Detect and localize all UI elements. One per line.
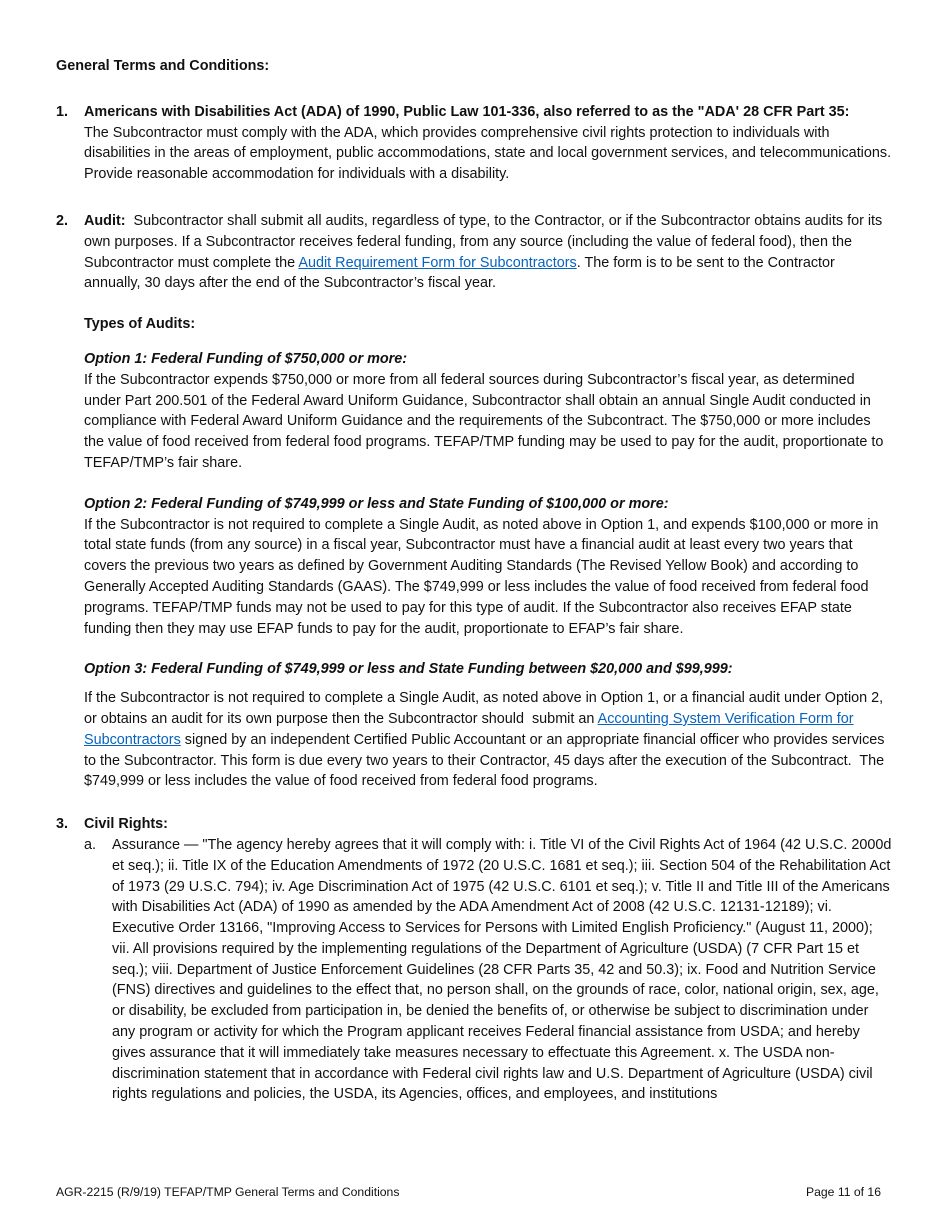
civil-rights-item-a bbox=[84, 835, 892, 1105]
section-body: Subcontractor shall submit all audits, regardless of type, to the Contractor, or if the Subcontractor obtains audits for its own purposes. If a Subcontractor receives federal funding, from any source (including the value of federal food), then the Subcontractor must complete the bbox=[84, 212, 887, 271]
section-audit-text bbox=[84, 211, 892, 294]
sub-item-letter: a. bbox=[84, 836, 97, 853]
option-body bbox=[84, 688, 892, 792]
audit-option-1 bbox=[84, 349, 892, 474]
page-heading: General Terms and Conditions: bbox=[56, 58, 270, 74]
document-page bbox=[56, 56, 892, 1105]
accounting-system-verification-form-link[interactable]: Accounting System Verification Form for Subcontractors bbox=[84, 710, 854, 748]
section-number: 1. bbox=[56, 103, 69, 120]
option-title: Option 3: Federal Funding of $749,999 or less and State Funding between $20,000 and $99,999: bbox=[84, 661, 733, 678]
section-ada bbox=[56, 102, 892, 185]
sub-item-body: Assurance — "The agency hereby agrees that it will comply with: i. Title VI of the Civil Rights Act of 1964 (42 U.S.C. 2000d et seq.); ii. Title IX of the Education Amendments of 1972 (20 U.S.C. 1681 et seq.); iii. Section 504 of the Rehabilitation Act of 1973 (29 U.S.C. 794); iv. Age Discrimination Act of 1975 (42 U.S.C. 6101 et seq.); v. Title II and Title III of the Americans with Disabilities Act (ADA) of 1990 as amended by the ADA Amendment Act of 2008 (42 U.S.C. 12131-12189); vi. Executive Order 13166, "Improving Access to Services for Persons with Limited English Proficiency." (August 11, 2000); vii. All provisions required by the implementing regulations of the Department of Agriculture (USDA) (7 CFR Part 15 et seq.); viii. Department of Justice Enforcement Guidelines (28 CFR Parts 35, 42 and 50.3); ix. Food and Nutrition Service (FNS) directives and guidelines to the effect that, no person shall, on the grounds of race, color, national origin, sex, age, or disability, be excluded from participation in, be denied the benefits of, or otherwise be subject to discrimination under any program or activity for which the Program applicant receives Federal financial assistance from USDA; and hereby gives assurance that it will immediately take measures necessary to effectuate this Agreement. x. The USDA non-discrimination statement that in accordance with Federal civil rights law and U.S. Department of Agriculture (USDA) civil rights regulations and policies, the USDA, its Agencies, offices, and employees, and institutions bbox=[112, 836, 892, 1103]
option-body: If the Subcontractor is not required to complete a Single Audit, as noted above in Option 1, and expends $100,000 or more in total state funds (from any source) in a fiscal year, Subcontractor must have a financial audit at least every two years that covers the previous two years as defined by Government Auditing Standards (The Revised Yellow Book) and according to Generally Accepted Auditing Standards (GAAS). The $749,999 or less includes the value of food received from federal food programs. TEFAP/TMP funds may not be used to pay for this type of audit. If the Subcontractor also receives EFAP state funding then they may use EFAP funds to pay for the audit, proportionate to EFAP’s fair share. bbox=[84, 516, 879, 637]
footer-document-id: AGR-2215 (R/9/19) TEFAP/TMP General Terms and Conditions bbox=[56, 1185, 400, 1199]
types-of-audits-heading: Types of Audits: bbox=[84, 316, 196, 333]
page-footer bbox=[56, 1184, 881, 1200]
section-ada-text bbox=[84, 102, 892, 185]
section-number: 2. bbox=[56, 212, 69, 229]
option-title: Option 1: Federal Funding of $750,000 or more: bbox=[84, 350, 408, 367]
option-title: Option 2: Federal Funding of $749,999 or less and State Funding of $100,000 or more: bbox=[84, 495, 669, 512]
option-body-cont: signed by an independent Certified Public Accountant or an appropriate financial officer who provides services to the Subcontractor. This form is due every two years to their Contractor, 45 days after the execution of the Subcontract. The $749,999 or less includes the value of food received from federal food programs. bbox=[84, 731, 889, 790]
audit-option-3 bbox=[84, 659, 892, 792]
section-title: Civil Rights: bbox=[84, 816, 168, 833]
footer-page-number: Page 11 of 16 bbox=[806, 1185, 881, 1199]
option-body-text: If the Subcontractor is not required to complete a Single Audit, as noted above in Option 1, or a financial audit under Option 2, or obtains an audit for its own purpose then the Subcontractor should submit an bbox=[84, 690, 888, 727]
section-body: The Subcontractor must comply with the ADA, which provides comprehensive civil rights protection to individuals with disabilities in the areas of employment, public accommodations, state and local government services, and telecommunications. Provide reasonable accommodation for individuals with a disability. bbox=[84, 124, 892, 183]
section-number: 3. bbox=[56, 816, 69, 833]
section-title: Americans with Disabilities Act (ADA) of 1990, Public Law 101-336, also referred to as the "ADA' 28 CFR Part 35: bbox=[84, 103, 850, 120]
audit-requirement-form-link[interactable]: Audit Requirement Form for Subcontractors bbox=[298, 254, 577, 271]
option-body: If the Subcontractor expends $750,000 or more from all federal sources during Subcontractor’s fiscal year, as determined under Part 200.501 of the Federal Award Uniform Guidance, Subcontractor shall obtain an annual Single Audit conducted in compliance with Federal Award Uniform Guidance and the requirements of the Subcontract. The $750,000 or more includes the value of food received from federal food programs. TEFAP/TMP funding may be used to pay for the audit, proportionate to TEFAP/TMP’s fair share. bbox=[84, 371, 884, 471]
audit-option-2 bbox=[84, 494, 892, 640]
section-civil-rights bbox=[56, 814, 892, 1105]
section-title: Audit: bbox=[84, 212, 126, 229]
section-audit bbox=[56, 211, 892, 792]
section-body-cont: . The form is to be sent to the Contractor annually, 30 days after the end of the Subcontractor’s fiscal year. bbox=[84, 254, 835, 292]
